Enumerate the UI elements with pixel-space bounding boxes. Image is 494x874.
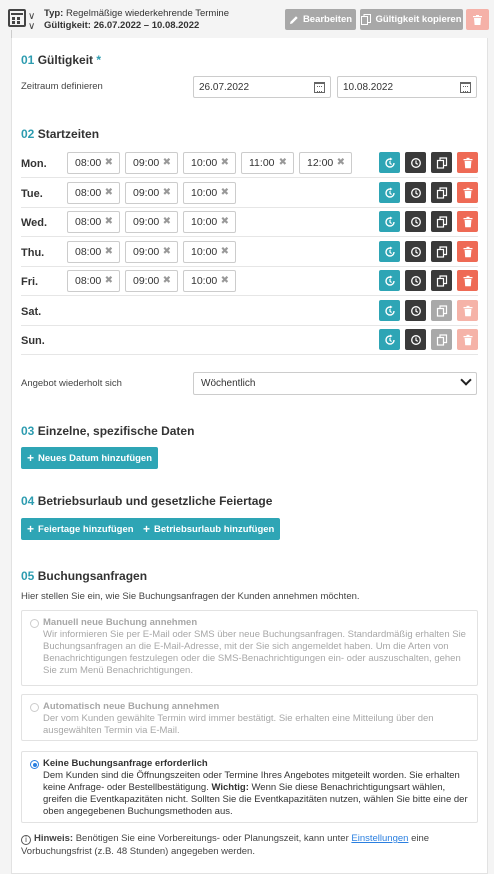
calendar-icon[interactable] — [314, 82, 325, 93]
edit-button-label: Bearbeiten — [302, 14, 353, 25]
time-settings-button[interactable] — [405, 300, 426, 321]
add-vacation-button[interactable] — [137, 518, 280, 540]
type-label: Typ: — [44, 8, 64, 19]
refresh-icon — [384, 246, 396, 258]
warning-text: Wenn Sie diese Benachrichtigungsart wählen, greifen die Eventkapazitäten nicht. Sollten Sie die Eventkapazitäten nutzen, wählen Sie bitte eine der oben angegebenen Buchungsmethoden aus. — [43, 782, 468, 817]
option-text: Wir informieren Sie per E-Mail oder SMS über neue Buchungsanfragen. Standardmäßig erhalten Sie Buchungsanfragen an die E-Mail-Adresse, mit der Sie sich angemeldet haben. Um die Arten von Benachrichtigungen festzulegen oder die SMS-Benachrichtigungen ein- oder auszuschalten, gehen Sie zum Menü Benachrichtigungen. — [43, 629, 466, 676]
add-time-button[interactable] — [379, 241, 400, 262]
time-value: 09:00 — [133, 216, 160, 228]
time-settings-button[interactable] — [405, 182, 426, 203]
remove-time-icon[interactable]: ✖ — [220, 216, 229, 227]
section-validity-title — [21, 53, 101, 67]
radio-none[interactable] — [30, 760, 39, 769]
end-date-field[interactable] — [337, 76, 477, 98]
time-chip[interactable] — [183, 270, 236, 292]
time-value: 09:00 — [133, 157, 160, 169]
time-value: 12:00 — [307, 157, 334, 169]
time-value: 10:00 — [191, 275, 218, 287]
copy-icon — [436, 246, 448, 258]
add-date-button[interactable] — [21, 447, 158, 469]
section-number: 03 — [21, 424, 35, 438]
add-time-button[interactable] — [379, 182, 400, 203]
warning-label: Wichtig: — [211, 782, 249, 793]
remove-time-icon[interactable]: ✖ — [220, 157, 229, 168]
copy-validity-button[interactable] — [360, 9, 463, 30]
booking-option-manual[interactable] — [21, 610, 478, 686]
hint-note — [21, 832, 476, 858]
copy-icon — [361, 14, 371, 25]
day-row — [21, 208, 478, 237]
add-vacation-label: Betriebsurlaub hinzufügen — [154, 523, 275, 535]
day-row — [21, 149, 478, 178]
remove-time-icon[interactable]: ✖ — [220, 187, 229, 198]
remove-time-icon[interactable]: ✖ — [104, 246, 113, 257]
option-title: Manuell neue Buchung annehmen — [43, 617, 198, 628]
validity-label: Gültigkeit: — [44, 20, 91, 31]
time-chip[interactable] — [183, 182, 236, 204]
time-settings-button[interactable] — [405, 241, 426, 262]
settings-link[interactable]: Einstellungen — [351, 833, 409, 844]
copy-times-button[interactable] — [431, 182, 452, 203]
delete-times-button[interactable] — [457, 182, 478, 203]
copy-icon — [436, 157, 448, 169]
delete-times-button[interactable] — [457, 152, 478, 173]
refresh-icon — [384, 305, 396, 317]
day-label: Thu. — [21, 247, 45, 259]
calendar-icon — [8, 9, 26, 27]
type-line — [44, 8, 229, 19]
remove-time-icon[interactable]: ✖ — [162, 246, 171, 257]
clock-icon — [410, 246, 422, 258]
clock-icon — [410, 275, 422, 287]
clock-icon — [410, 216, 422, 228]
time-value: 09:00 — [133, 275, 160, 287]
day-row — [21, 179, 478, 208]
copy-icon — [436, 187, 448, 199]
option-body: Dem Kunden sind die Öffnungszeiten oder Termine Ihres Angebotes mitgeteilt worden. Sie erhalten keine Anfrage- oder Bestellbestätigung. — [43, 770, 460, 793]
copy-times-button[interactable] — [431, 329, 452, 350]
add-holidays-label: Feiertage hinzufügen — [38, 523, 134, 535]
section-number: 02 — [21, 127, 35, 141]
remove-time-icon[interactable]: ✖ — [162, 157, 171, 168]
refresh-icon — [384, 216, 396, 228]
hint-text-before: Benötigen Sie eine Vorbereitungs- oder Planungszeit, kann unter — [75, 833, 349, 844]
plus-icon: + — [27, 522, 35, 536]
end-date-value: 10.08.2022 — [343, 81, 394, 93]
remove-time-icon[interactable]: ✖ — [220, 246, 229, 257]
type-value: Regelmäßige wiederkehrende Termine — [66, 8, 229, 19]
time-chip[interactable] — [183, 211, 236, 233]
day-label: Tue. — [21, 188, 43, 200]
time-chip[interactable] — [125, 182, 178, 204]
refresh-icon — [384, 275, 396, 287]
time-chip[interactable] — [67, 270, 120, 292]
collapse-chevron-icon[interactable]: ∨ ∨ — [28, 11, 36, 32]
section-title-text: Betriebsurlaub und gesetzliche Feiertage — [37, 494, 273, 508]
copy-times-button[interactable] — [431, 211, 452, 232]
clock-icon — [410, 305, 422, 317]
range-label: Zeitraum definieren — [21, 81, 103, 92]
chevron-down-icon — [460, 374, 471, 385]
copy-icon — [436, 334, 448, 346]
clock-icon — [410, 157, 422, 169]
repeat-label: Angebot wiederholt sich — [21, 378, 122, 389]
booking-option-automatic[interactable] — [21, 694, 478, 741]
remove-time-icon[interactable]: ✖ — [104, 216, 113, 227]
day-row — [21, 267, 478, 296]
remove-time-icon[interactable]: ✖ — [220, 275, 229, 286]
add-holidays-button[interactable] — [21, 518, 140, 540]
time-chip[interactable] — [67, 241, 120, 263]
remove-time-icon[interactable]: ✖ — [278, 157, 287, 168]
refresh-icon — [384, 334, 396, 346]
section-holidays-title — [21, 494, 272, 508]
refresh-icon — [384, 187, 396, 199]
start-date-value: 26.07.2022 — [199, 81, 250, 93]
add-time-button[interactable] — [379, 152, 400, 173]
time-chip[interactable] — [67, 211, 120, 233]
time-chip[interactable] — [241, 152, 294, 174]
clock-icon — [410, 187, 422, 199]
section-title-text: Startzeiten — [37, 127, 100, 141]
copy-times-button[interactable] — [431, 300, 452, 321]
day-row — [21, 297, 478, 326]
day-label: Mon. — [21, 158, 47, 170]
add-time-button[interactable] — [379, 211, 400, 232]
time-value: 11:00 — [249, 157, 275, 169]
remove-time-icon[interactable]: ✖ — [104, 187, 113, 198]
day-row — [21, 326, 478, 355]
remove-time-icon[interactable]: ✖ — [162, 275, 171, 286]
time-value: 08:00 — [75, 157, 102, 169]
time-chip[interactable] — [67, 152, 120, 174]
section-title-text: Gültigkeit — [37, 53, 94, 67]
trash-icon — [462, 187, 474, 199]
time-value: 10:00 — [191, 246, 218, 258]
copy-icon — [436, 305, 448, 317]
time-chip[interactable] — [125, 152, 178, 174]
time-settings-button[interactable] — [405, 329, 426, 350]
section-number: 01 — [21, 53, 35, 67]
trash-icon — [462, 246, 474, 258]
trash-icon — [462, 334, 474, 346]
hint-text-after: eine Vorbuchungsfrist (z.B. 48 Stunden) angegeben werden. — [21, 833, 430, 857]
clock-icon — [410, 334, 422, 346]
section-number: 05 — [21, 569, 35, 583]
time-value: 09:00 — [133, 246, 160, 258]
trash-icon — [473, 15, 482, 25]
copy-icon — [436, 216, 448, 228]
time-value: 10:00 — [191, 216, 218, 228]
time-chip[interactable] — [183, 152, 236, 174]
time-value: 10:00 — [191, 187, 218, 199]
trash-icon — [462, 216, 474, 228]
section-number: 04 — [21, 494, 35, 508]
delete-times-button[interactable] — [457, 211, 478, 232]
day-label: Wed. — [21, 217, 48, 229]
plus-icon: + — [143, 522, 151, 536]
copy-icon — [436, 275, 448, 287]
day-label: Sun. — [21, 335, 45, 347]
time-value: 08:00 — [75, 216, 102, 228]
validity-line — [44, 20, 199, 31]
day-label: Sat. — [21, 306, 42, 318]
time-chip[interactable] — [125, 241, 178, 263]
trash-icon — [462, 157, 474, 169]
pencil-icon — [289, 15, 299, 25]
plus-icon: + — [27, 451, 35, 465]
hint-label: Hinweis: — [34, 833, 74, 844]
time-chip[interactable] — [125, 270, 178, 292]
repeat-select[interactable] — [193, 372, 477, 395]
day-row — [21, 238, 478, 267]
section-title-text: Einzelne, spezifische Daten — [37, 424, 195, 438]
section-start-times-title — [21, 127, 99, 141]
time-settings-button[interactable] — [405, 211, 426, 232]
copy-times-button[interactable] — [431, 270, 452, 291]
remove-time-icon[interactable]: ✖ — [162, 187, 171, 198]
time-value: 10:00 — [191, 157, 218, 169]
calendar-icon[interactable] — [460, 82, 471, 93]
validity-value: 26.07.2022 – 10.08.2022 — [93, 20, 200, 31]
time-value: 08:00 — [75, 246, 102, 258]
time-value: 08:00 — [75, 275, 102, 287]
required-mark: * — [96, 53, 102, 67]
time-chip[interactable] — [299, 152, 352, 174]
time-chip[interactable] — [183, 241, 236, 263]
option-text — [43, 770, 469, 818]
info-icon: i — [21, 835, 31, 845]
delete-times-button[interactable] — [457, 329, 478, 350]
trash-icon — [462, 275, 474, 287]
option-title: Automatisch neue Buchung annehmen — [43, 701, 220, 712]
remove-time-icon[interactable]: ✖ — [336, 157, 345, 168]
option-text: Der vom Kunden gewählte Termin wird immer bestätigt. Sie erhalten eine Mitteilung über den ausgewählten Termin via E-Mail. — [43, 713, 434, 736]
section-title-text: Buchungsanfragen — [37, 569, 148, 583]
time-value: 08:00 — [75, 187, 102, 199]
repeat-select-value: Wöchentlich — [201, 378, 256, 389]
add-date-label: Neues Datum hinzufügen — [38, 452, 153, 464]
section-specific-dates-title — [21, 424, 194, 438]
day-label: Fri. — [21, 276, 39, 288]
booking-description: Hier stellen Sie ein, wie Sie Buchungsanfragen der Kunden annehmen möchten. — [21, 591, 360, 602]
delete-times-button[interactable] — [457, 241, 478, 262]
delete-times-button[interactable] — [457, 270, 478, 291]
copy-times-button[interactable] — [431, 241, 452, 262]
delete-validity-button[interactable] — [466, 9, 489, 30]
start-date-field[interactable] — [193, 76, 331, 98]
time-chip[interactable] — [67, 182, 120, 204]
add-time-button[interactable] — [379, 300, 400, 321]
time-settings-button[interactable] — [405, 270, 426, 291]
remove-time-icon[interactable]: ✖ — [162, 216, 171, 227]
radio-manual[interactable] — [30, 619, 39, 628]
refresh-icon — [384, 157, 396, 169]
trash-icon — [462, 305, 474, 317]
time-settings-button[interactable] — [405, 152, 426, 173]
time-chip[interactable] — [125, 211, 178, 233]
copy-validity-label: Gültigkeit kopieren — [375, 14, 462, 25]
option-title: Keine Buchungsanfrage erforderlich — [43, 758, 208, 769]
remove-time-icon[interactable]: ✖ — [104, 275, 113, 286]
add-time-button[interactable] — [379, 329, 400, 350]
delete-times-button[interactable] — [457, 300, 478, 321]
header-bar — [0, 0, 494, 38]
copy-times-button[interactable] — [431, 152, 452, 173]
time-value: 09:00 — [133, 187, 160, 199]
remove-time-icon[interactable]: ✖ — [104, 157, 113, 168]
booking-option-none[interactable] — [21, 751, 478, 823]
radio-automatic[interactable] — [30, 703, 39, 712]
edit-button[interactable] — [285, 9, 356, 30]
add-time-button[interactable] — [379, 270, 400, 291]
section-booking-title — [21, 569, 147, 583]
